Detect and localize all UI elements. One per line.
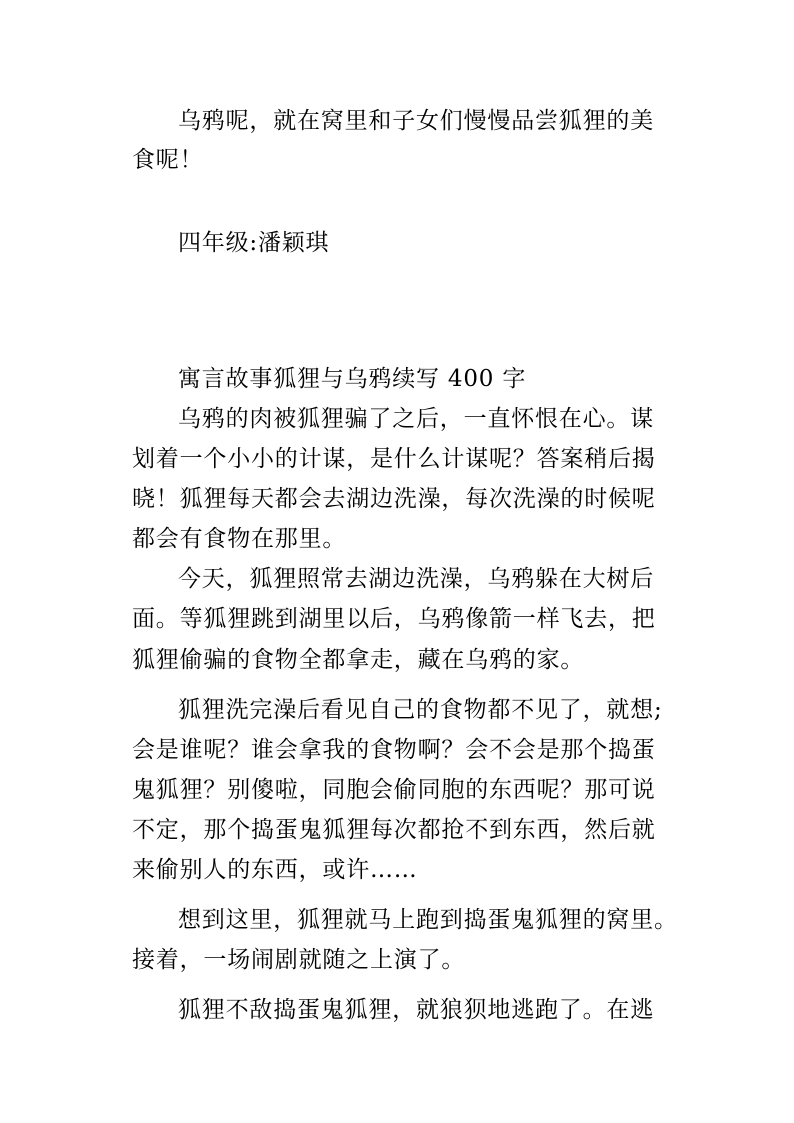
paragraph-line: 食呢！ <box>132 147 204 173</box>
article-title: 寓言故事狐狸与乌鸦续写 400 字 <box>178 366 527 392</box>
paragraph-line: 会是谁呢？谁会拿我的食物啊？会不会是那个捣蛋 <box>132 737 656 763</box>
paragraph-line: 划着一个小小的计谋，是什么计谋呢？答案稍后揭 <box>132 446 656 472</box>
paragraph-line: 面。等狐狸跳到湖里以后，乌鸦像箭一样飞去，把 <box>132 606 656 632</box>
paragraph-line: 狐狸洗完澡后看见自己的食物都不见了，就想; <box>178 697 663 723</box>
paragraph-line: 想到这里，狐狸就马上跑到捣蛋鬼狐狸的窝里。 <box>178 907 678 933</box>
paragraph-line: 乌鸦呢，就在窝里和子女们慢慢品尝狐狸的美 <box>178 108 654 134</box>
paragraph-line: 晓！狐狸每天都会去湖边洗澡，每次洗澡的时候呢 <box>132 486 656 512</box>
paragraph-line: 狐狸不敌捣蛋鬼狐狸，就狼狈地逃跑了。在逃 <box>178 997 654 1023</box>
paragraph-line: 鬼狐狸？别傻啦，同胞会偷同胞的东西呢？那可说 <box>132 777 656 803</box>
paragraph-line: 今天，狐狸照常去湖边洗澡，乌鸦躲在大树后 <box>178 566 654 592</box>
paragraph-line: 来偷别人的东西，或许…… <box>132 857 418 883</box>
paragraph-line: 接着，一场闹剧就随之上演了。 <box>132 947 466 973</box>
paragraph-line: 狐狸偷骗的食物全都拿走，藏在乌鸦的家。 <box>132 647 585 673</box>
paragraph-line: 不定，那个捣蛋鬼狐狸每次都抢不到东西，然后就 <box>132 817 656 843</box>
paragraph-line: 都会有食物在那里。 <box>132 526 347 552</box>
author-line: 四年级:潘颖琪 <box>178 230 330 256</box>
paragraph-line: 乌鸦的肉被狐狸骗了之后，一直怀恨在心。谋 <box>178 406 654 432</box>
